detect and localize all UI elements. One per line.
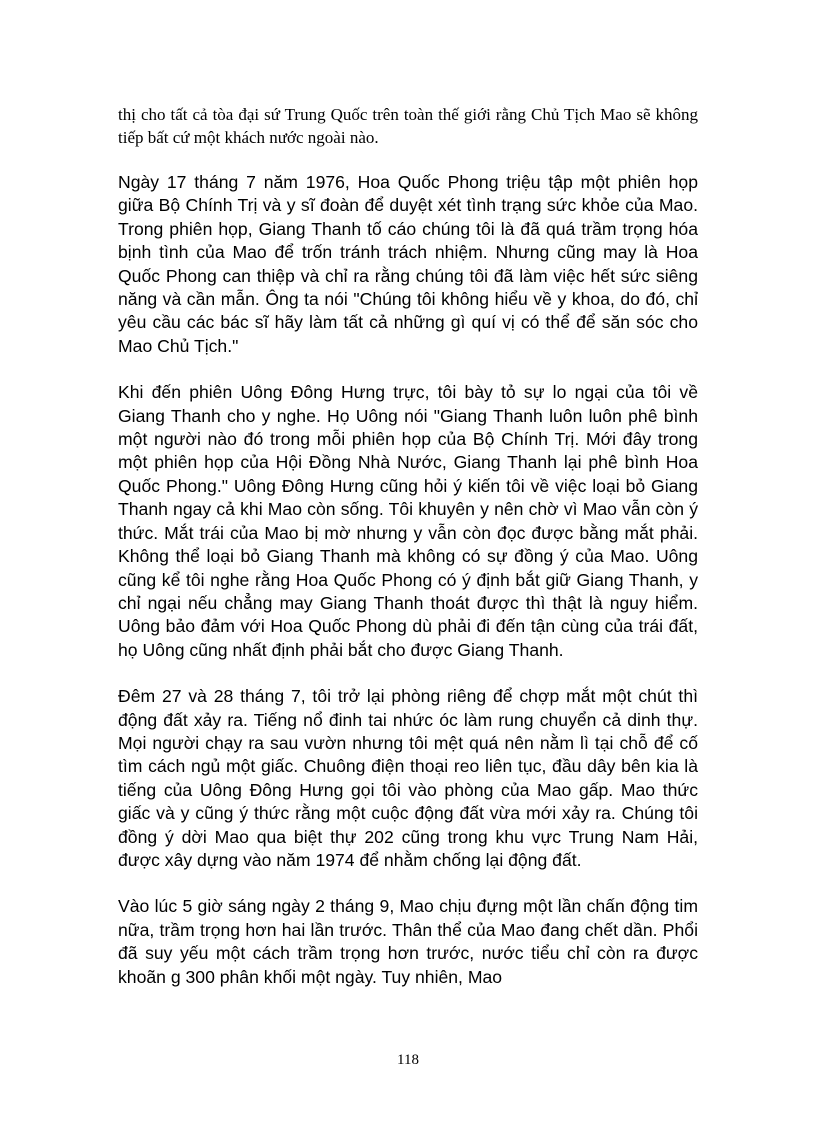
page-number: 118 <box>397 1052 419 1068</box>
paragraph-4: Vào lúc 5 giờ sáng ngày 2 tháng 9, Mao chịu đựng một lần chấn động tim nữa, trầm trọng hơn hai lần trước. Thân thể của Mao đang chết dần. Phổi đã suy yếu một cách trầm trọng hơn trước, nước tiểu chỉ còn ra được khoãn g 300 phân khối một ngày. Tuy nhiên, Mao <box>118 896 698 987</box>
page-body <box>118 103 698 1012</box>
paragraph-2: Khi đến phiên Uông Đông Hưng trực, tôi bày tỏ sự lo ngại của tôi về Giang Thanh cho y nghe. Họ Uông nói "Giang Thanh luôn luôn phê bình một người nào đó trong mỗi phiên họp của Bộ Chính Trị. Mới đây trong một phiên họp của Hội Đồng Nhà Nước, Giang Thanh lại phê bình Hoa Quốc Phong." Uông Đông Hưng cũng hỏi ý kiến tôi về việc loại bỏ Giang Thanh ngay cả khi Mao còn sống. Tôi khuyên y nên chờ vì Mao vẫn còn ý thức. Mắt trái của Mao bị mờ nhưng y vẫn còn đọc được bằng mắt phải. Không thể loại bỏ Giang Thanh mà không có sự đồng ý của Mao. Uông cũng kể tôi nghe rằng Hoa Quốc Phong có ý định bắt giữ Giang Thanh, y chỉ ngại nếu chẳng may Giang Thanh thoát được thì thật là nguy hiểm. Uông bảo đảm với Hoa Quốc Phong dù phải đi đến tận cùng của trái đất, họ Uông cũng nhất định phải bắt cho được Giang Thanh. <box>118 382 698 660</box>
paragraph-1: Ngày 17 tháng 7 năm 1976, Hoa Quốc Phong triệu tập một phiên họp giữa Bộ Chính Trị và y sĩ đoàn để duyệt xét tình trạng sức khỏe của Mao. Trong phiên họp, Giang Thanh tố cáo chúng tôi là đã quá trầm trọng hóa bịnh tình của Mao để trốn tránh trách nhiệm. Nhưng cũng may là Hoa Quốc Phong can thiệp và chỉ ra rằng chúng tôi đã làm việc hết sức siêng năng và cần mẫn. Ông ta nói "Chúng tôi không hiểu về y khoa, do đó, chỉ yêu cầu các bác sĩ hãy làm tất cả những gì quí vị có thể để săn sóc cho Mao Chủ Tịch." <box>118 172 698 356</box>
paragraph-3: Đêm 27 và 28 tháng 7, tôi trở lại phòng riêng để chợp mắt một chút thì động đất xảy ra. Tiếng nổ đinh tai nhức óc làm rung chuyển cả dinh thự. Mọi người chạy ra sau vườn nhưng tôi mệt quá nên nằm lì tại chỗ để cố tìm cách ngủ một giấc. Chuông điện thoại reo liên tục, đầu dây bên kia là tiếng của Uông Đông Hưng gọi tôi vào phòng của Mao gấp. Mao thức giấc và y cũng ý thức rằng một cuộc động đất vừa mới xảy ra. Chúng tôi đồng ý dời Mao qua biệt thự 202 cũng trong khu vực Trung Nam Hải, được xây dựng vào năm 1974 để nhằm chống lại động đất. <box>118 686 698 870</box>
lead-paragraph: thị cho tất cả tòa đại sứ Trung Quốc trên toàn thế giới rằng Chủ Tịch Mao sẽ không tiếp bất cứ một khách nước ngoài nào. <box>118 105 698 147</box>
